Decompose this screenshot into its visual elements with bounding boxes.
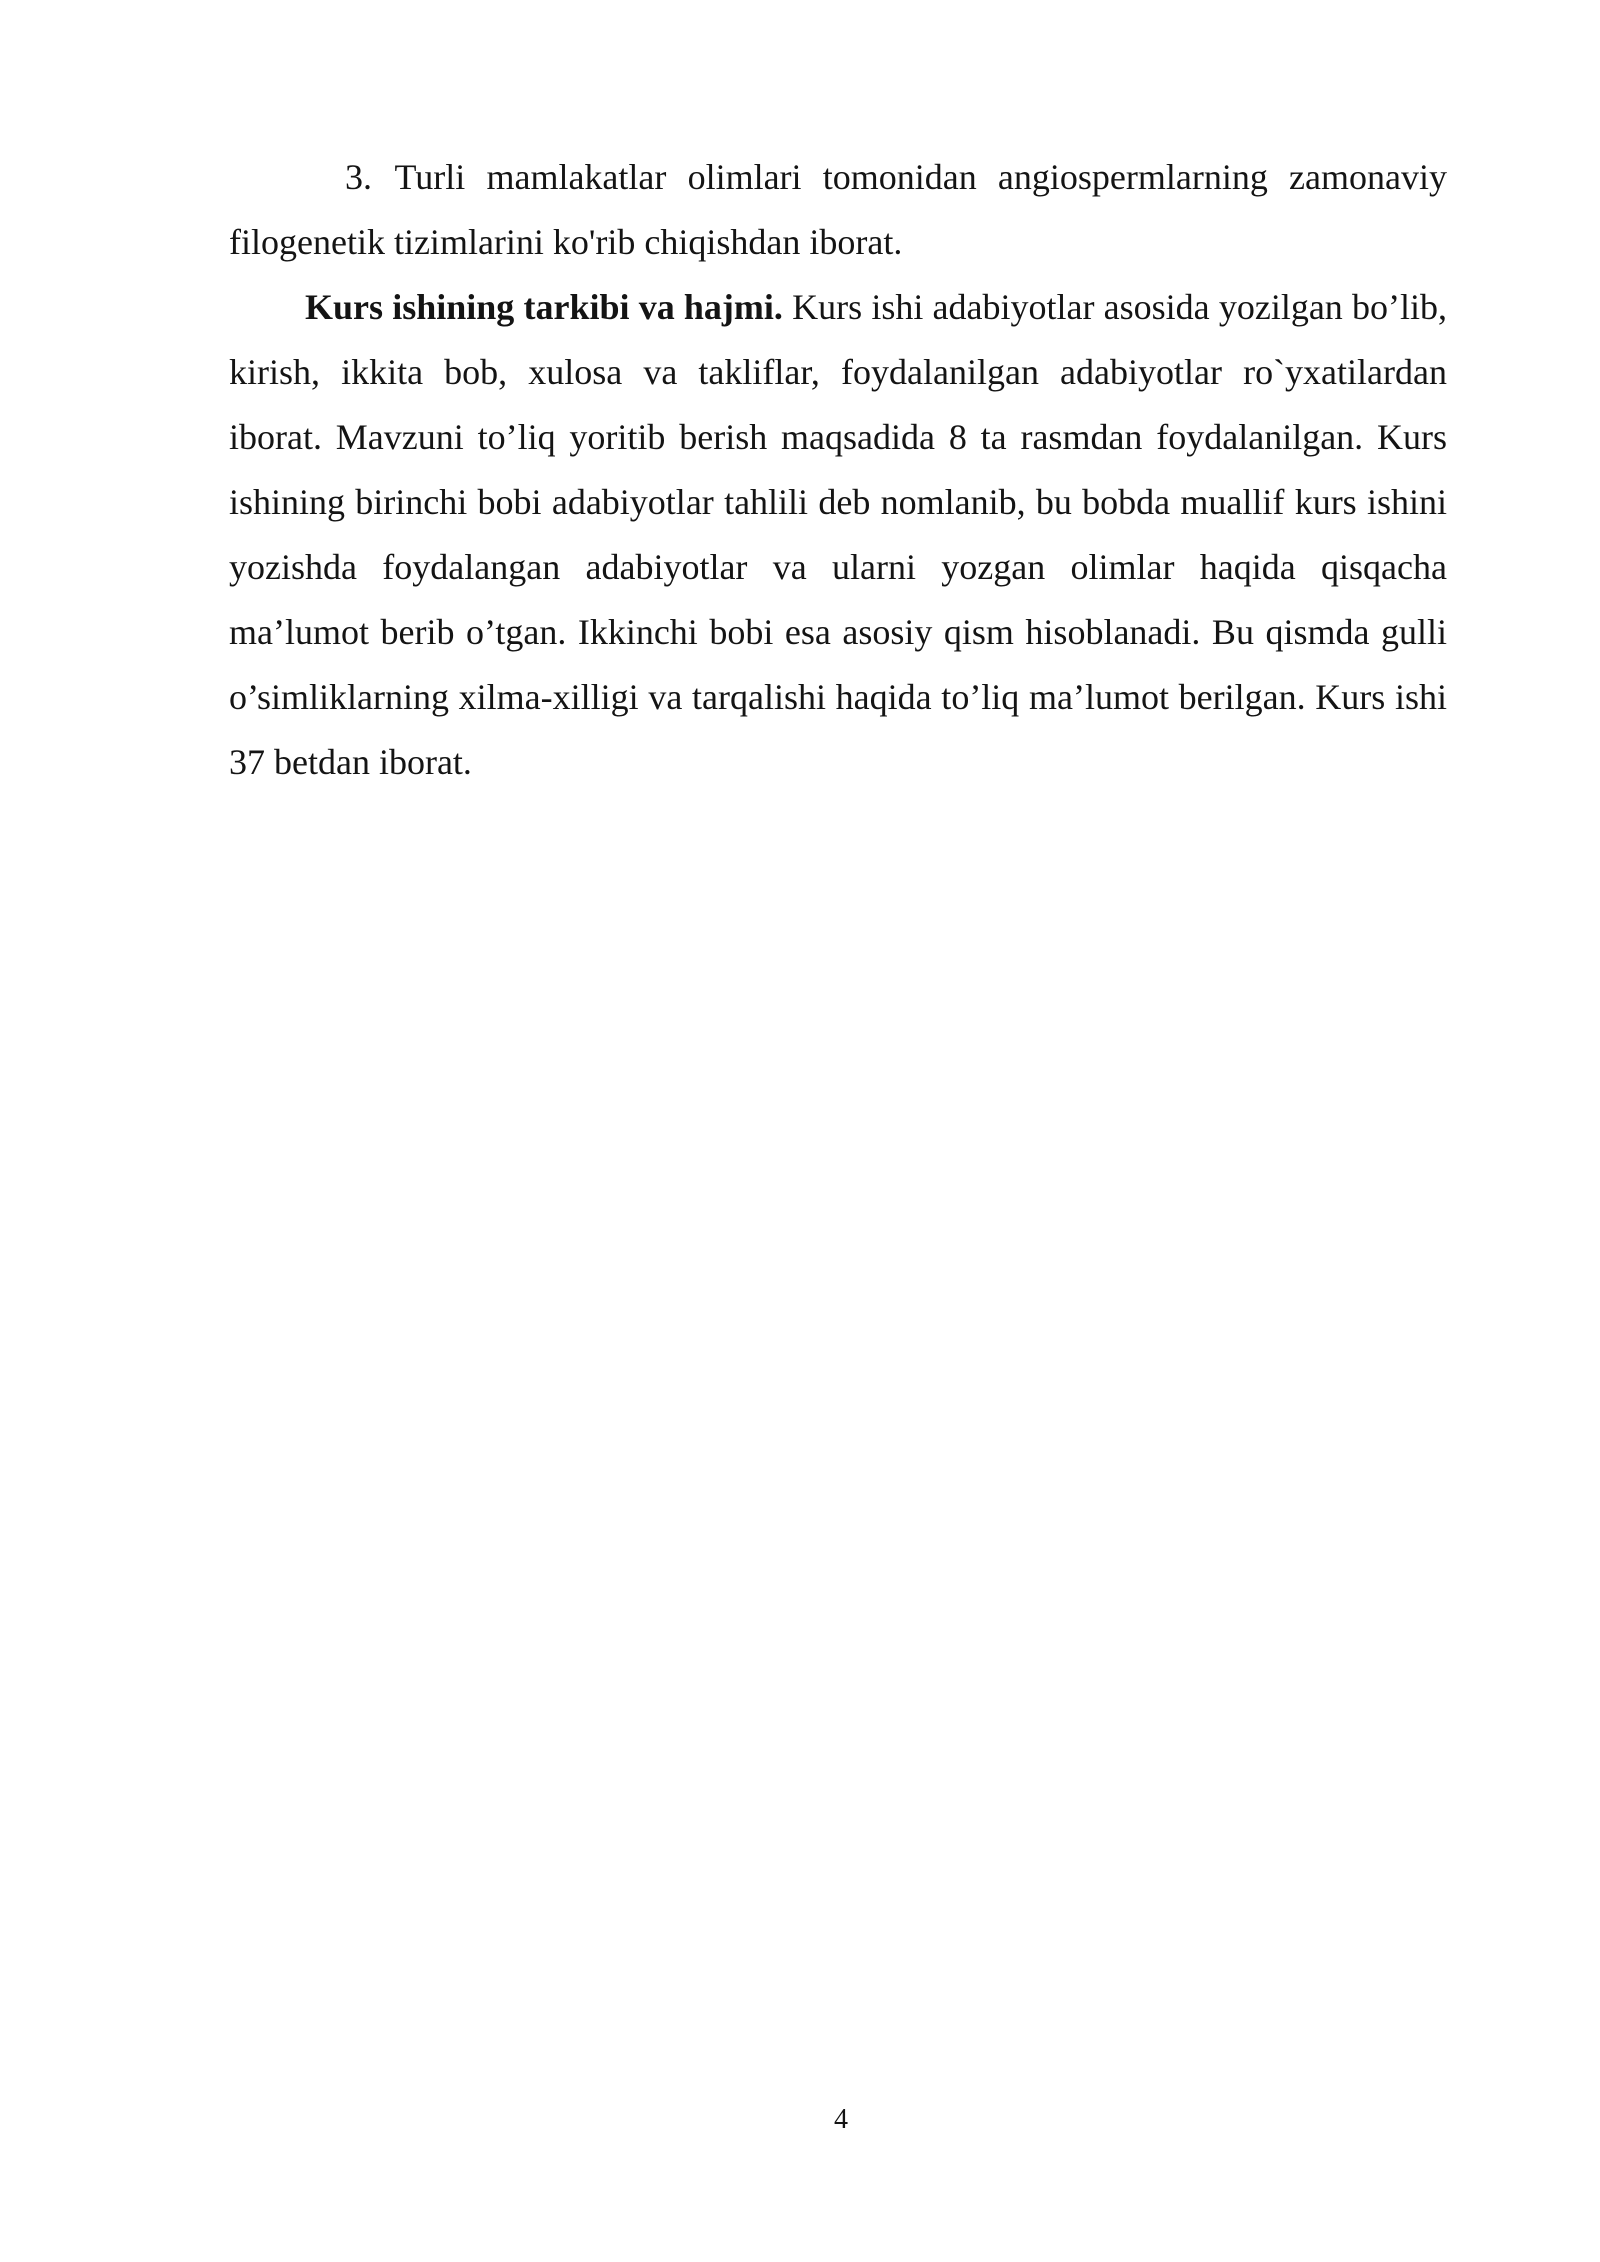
numbered-paragraph <box>229 145 1447 275</box>
paragraph-heading: Kurs ishining tarkibi va hajmi. <box>305 287 783 327</box>
page-number: 4 <box>834 2104 848 2135</box>
document-body <box>229 145 1447 795</box>
list-item-text: Turli mamlakatlar olimlari tomonidan angiospermlarning zamonaviy filogenetik tizimlarini ko'rib chiqishdan iborat. <box>229 157 1447 262</box>
list-number: 3. <box>345 157 372 197</box>
paragraph-body: Kurs ishi adabiyotlar asosida yozilgan bo’lib, kirish, ikkita bob, xulosa va takliflar, foydalanilgan adabiyotlar ro`yxatilardan iborat. Mavzuni to’liq yoritib berish maqsadida 8 ta rasmdan foydalanilgan. Kurs ishining birinchi bobi adabiyotlar tahlili deb nomlanib, bu bobda muallif kurs ishini yozishda foydalangan adabiyotlar va ularni yozgan olimlar haqida qisqacha ma’lumot berib o’tgan. Ikkinchi bobi esa asosiy qism hisoblanadi. Bu qismda gulli o’simliklarning xilma-xilligi va tarqalishi haqida to’liq ma’lumot berilgan. Kurs ishi 37 betdan iborat. <box>229 287 1448 782</box>
section-paragraph <box>229 275 1447 795</box>
